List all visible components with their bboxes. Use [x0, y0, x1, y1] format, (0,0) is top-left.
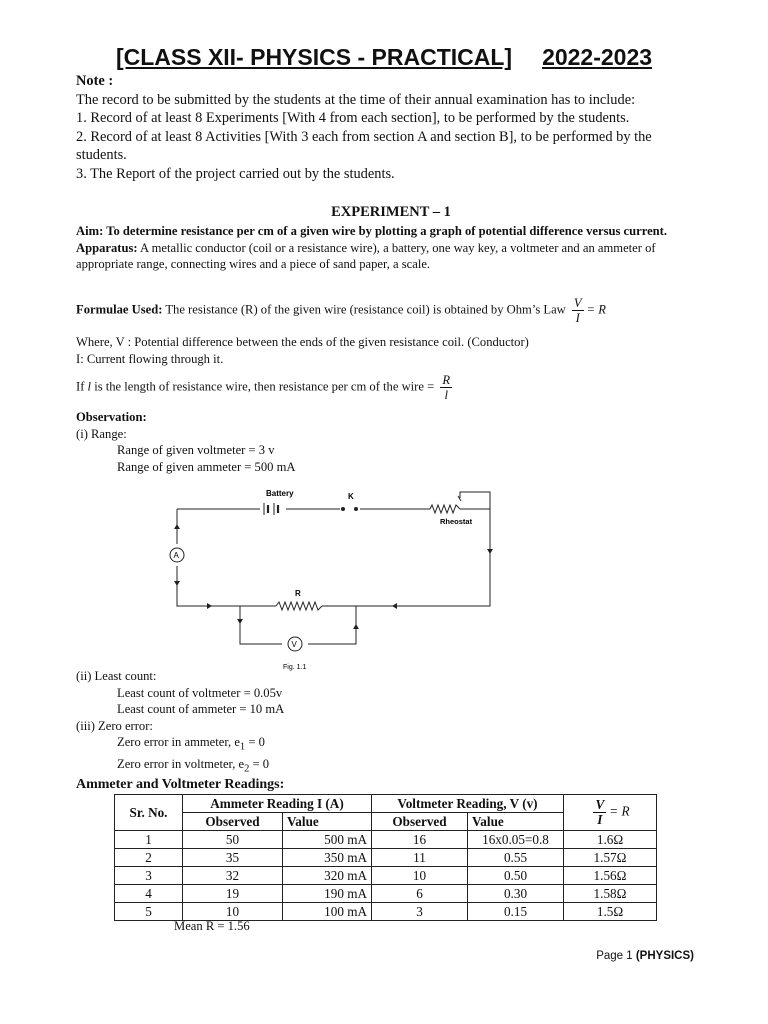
- cell-sr: 4: [115, 885, 183, 903]
- ammeter-label: A: [173, 551, 179, 560]
- observation-heading: Observation:: [76, 410, 147, 424]
- wire-left-bottom: [177, 566, 240, 606]
- cell-ammeter-observed: 35: [183, 849, 283, 867]
- cell-voltmeter-observed: 6: [372, 885, 468, 903]
- formula-rhs: = R: [586, 302, 606, 317]
- current-line: I: Current flowing through it.: [76, 351, 224, 366]
- cell-ammeter-observed: 50: [183, 831, 283, 849]
- ratio-numerator: V: [595, 797, 605, 812]
- table-row: [115, 849, 657, 867]
- cell-voltmeter-observed: 11: [372, 849, 468, 867]
- mean-r: Mean R = 1.56: [174, 919, 250, 933]
- where-line: Where, V : Potential difference between the ends of the given resistance coil. (Conductor): [76, 335, 529, 349]
- circuit-diagram: [160, 484, 500, 676]
- lc-voltmeter: Least count of voltmeter = 0.05v: [117, 685, 283, 700]
- page-title: [0, 44, 768, 71]
- cell-ammeter-value: 500 mA: [283, 831, 372, 849]
- formulae-text: The resistance (R) of the given wire (resistance coil) is obtained by Ohm’s Law: [162, 302, 566, 317]
- sub-ammeter-observed: Observed: [183, 813, 283, 831]
- voltmeter-branch-right: [308, 606, 356, 644]
- resistor-label: R: [295, 589, 301, 598]
- cell-ammeter-observed: 32: [183, 867, 283, 885]
- ratio-rhs: = R: [609, 803, 630, 819]
- ze-ammeter: [76, 734, 706, 756]
- cell-voltmeter-observed: 10: [372, 867, 468, 885]
- cell-voltmeter-value: 0.50: [468, 867, 564, 885]
- apparatus-label: Apparatus:: [76, 240, 138, 255]
- ze-ammeter-sub: 1: [239, 741, 246, 753]
- title-text: [CLASS XII- PHYSICS - PRACTICAL]: [115, 44, 513, 70]
- cell-ammeter-observed: 10: [183, 903, 283, 921]
- ze-voltmeter-text: Zero error in voltmeter, e: [117, 757, 245, 772]
- table-heading: Ammeter and Voltmeter Readings:: [76, 777, 285, 792]
- voltmeter-range: Range of given voltmeter = 3 v: [117, 443, 275, 457]
- cell-ammeter-value: 350 mA: [283, 849, 372, 867]
- ze-voltmeter-value: = 0: [249, 757, 270, 772]
- formula-line: [76, 296, 706, 325]
- cell-ammeter-value: 100 mA: [283, 903, 372, 921]
- apparatus-text: [76, 240, 706, 273]
- ratio-denominator: I: [597, 812, 603, 827]
- ze-ammeter-text: Zero error in ammeter, e: [117, 735, 240, 749]
- cell-sr: 5: [115, 903, 183, 921]
- key-label: K: [348, 492, 354, 501]
- ze-voltmeter-sub: 2: [244, 763, 250, 775]
- voltmeter-branch-left: [240, 606, 282, 644]
- definitions: [76, 334, 706, 367]
- ammeter-range: Range of given ammeter = 500 mA: [117, 459, 296, 474]
- per-cm-fraction: [440, 373, 452, 402]
- cell-sr: 1: [115, 831, 183, 849]
- cell-voltmeter-observed: 16: [372, 831, 468, 849]
- key-icon: [341, 507, 358, 511]
- table-header-row: [115, 795, 657, 813]
- per-cm-denominator: l: [444, 388, 448, 402]
- lc-ammeter: Least count of ammeter = 10 mA: [117, 702, 285, 716]
- col-ratio: [564, 795, 657, 831]
- ohms-law-fraction: [572, 296, 584, 325]
- cell-ratio: 1.58Ω: [564, 885, 657, 903]
- cell-ammeter-value: 320 mA: [283, 867, 372, 885]
- sub-ammeter-value: Value: [283, 813, 372, 831]
- sub-voltmeter-value: Value: [468, 813, 564, 831]
- cell-ammeter-value: 190 mA: [283, 885, 372, 903]
- cell-voltmeter-observed: 3: [372, 903, 468, 921]
- fraction-numerator: V: [573, 296, 582, 310]
- note-item-2: 2. Record of at least 8 Activities [With 3 each from section A and section B], to be performed by the students.: [76, 128, 652, 164]
- apparatus-body: A metallic conductor (coil or a resistance wire), a battery, one way key, a voltmeter and an ammeter of appropriate range, connecting wires and a piece of sand paper, a scale.: [76, 240, 656, 271]
- cell-voltmeter-value: 0.30: [468, 885, 564, 903]
- battery-label: Battery: [266, 489, 294, 498]
- cell-ratio: 1.57Ω: [564, 849, 657, 867]
- resistor-icon: [276, 602, 322, 610]
- col-voltmeter: Voltmeter Reading, V (v): [372, 795, 564, 813]
- page-number: Page 1: [596, 950, 633, 962]
- title-year: 2022-2023: [542, 44, 653, 70]
- note-item-3: 3. The Report of the project carried out by the students.: [76, 165, 395, 182]
- sub-voltmeter-observed: Observed: [372, 813, 468, 831]
- table-row: [115, 831, 657, 849]
- cell-ratio: 1.56Ω: [564, 867, 657, 885]
- cell-ratio: 1.6Ω: [564, 831, 657, 849]
- note-intro: The record to be submitted by the students at the time of their annual examination has to include:: [76, 91, 636, 108]
- length-text-b: is the length of resistance wire, then resistance per cm of the wire =: [91, 379, 435, 394]
- note-item-1: 1. Record of at least 8 Experiments [With 4 from each section], to be performed by the students.: [76, 110, 630, 127]
- ze-ammeter-value: = 0: [245, 735, 265, 749]
- table-row: [115, 867, 657, 885]
- aim-apparatus: [76, 223, 706, 273]
- note-heading: Note :: [76, 73, 114, 89]
- voltmeter-label: V: [291, 640, 297, 649]
- figure-caption: Fig. 1.1: [283, 664, 307, 671]
- rheostat-label: Rheostat: [440, 517, 473, 526]
- ze-voltmeter: [76, 756, 706, 778]
- formulae-label: Formulae Used:: [76, 302, 163, 317]
- col-sr: Sr. No.: [115, 795, 183, 831]
- cell-sr: 2: [115, 849, 183, 867]
- cell-voltmeter-value: 0.15: [468, 903, 564, 921]
- cell-ammeter-observed: 19: [183, 885, 283, 903]
- page-footer: [596, 950, 694, 962]
- cell-voltmeter-value: 16x0.05=0.8: [468, 831, 564, 849]
- length-symbol: l: [87, 379, 92, 394]
- col-ammeter: Ammeter Reading I (A): [183, 795, 372, 813]
- cell-ratio: 1.5Ω: [564, 903, 657, 921]
- observation-section: [76, 409, 706, 475]
- note-section: [76, 72, 706, 184]
- rheostat-slider-wire: [460, 492, 490, 509]
- per-cm-numerator: R: [442, 373, 451, 387]
- current-arrows: [174, 524, 493, 629]
- least-count-heading: (ii) Least count:: [76, 669, 157, 683]
- cell-sr: 3: [115, 867, 183, 885]
- experiment-heading: EXPERIMENT – 1: [331, 204, 451, 220]
- footer-subject: (PHYSICS): [635, 950, 694, 962]
- zero-error-heading: (iii) Zero error:: [76, 718, 153, 733]
- readings-table: [114, 794, 657, 921]
- rheostat-icon: [430, 505, 460, 513]
- ratio-fraction: [593, 798, 606, 827]
- length-text-a: If: [76, 379, 88, 394]
- per-cm-line: [76, 373, 706, 402]
- least-count-section: [76, 668, 706, 778]
- battery-icon: [264, 503, 278, 515]
- fraction-denominator: I: [575, 311, 580, 325]
- range-heading: (i) Range:: [76, 426, 127, 441]
- aim-text: Aim: To determine resistance per cm of a given wire by plotting a graph of potential difference versus current.: [76, 224, 668, 238]
- cell-voltmeter-value: 0.55: [468, 849, 564, 867]
- table-row: [115, 885, 657, 903]
